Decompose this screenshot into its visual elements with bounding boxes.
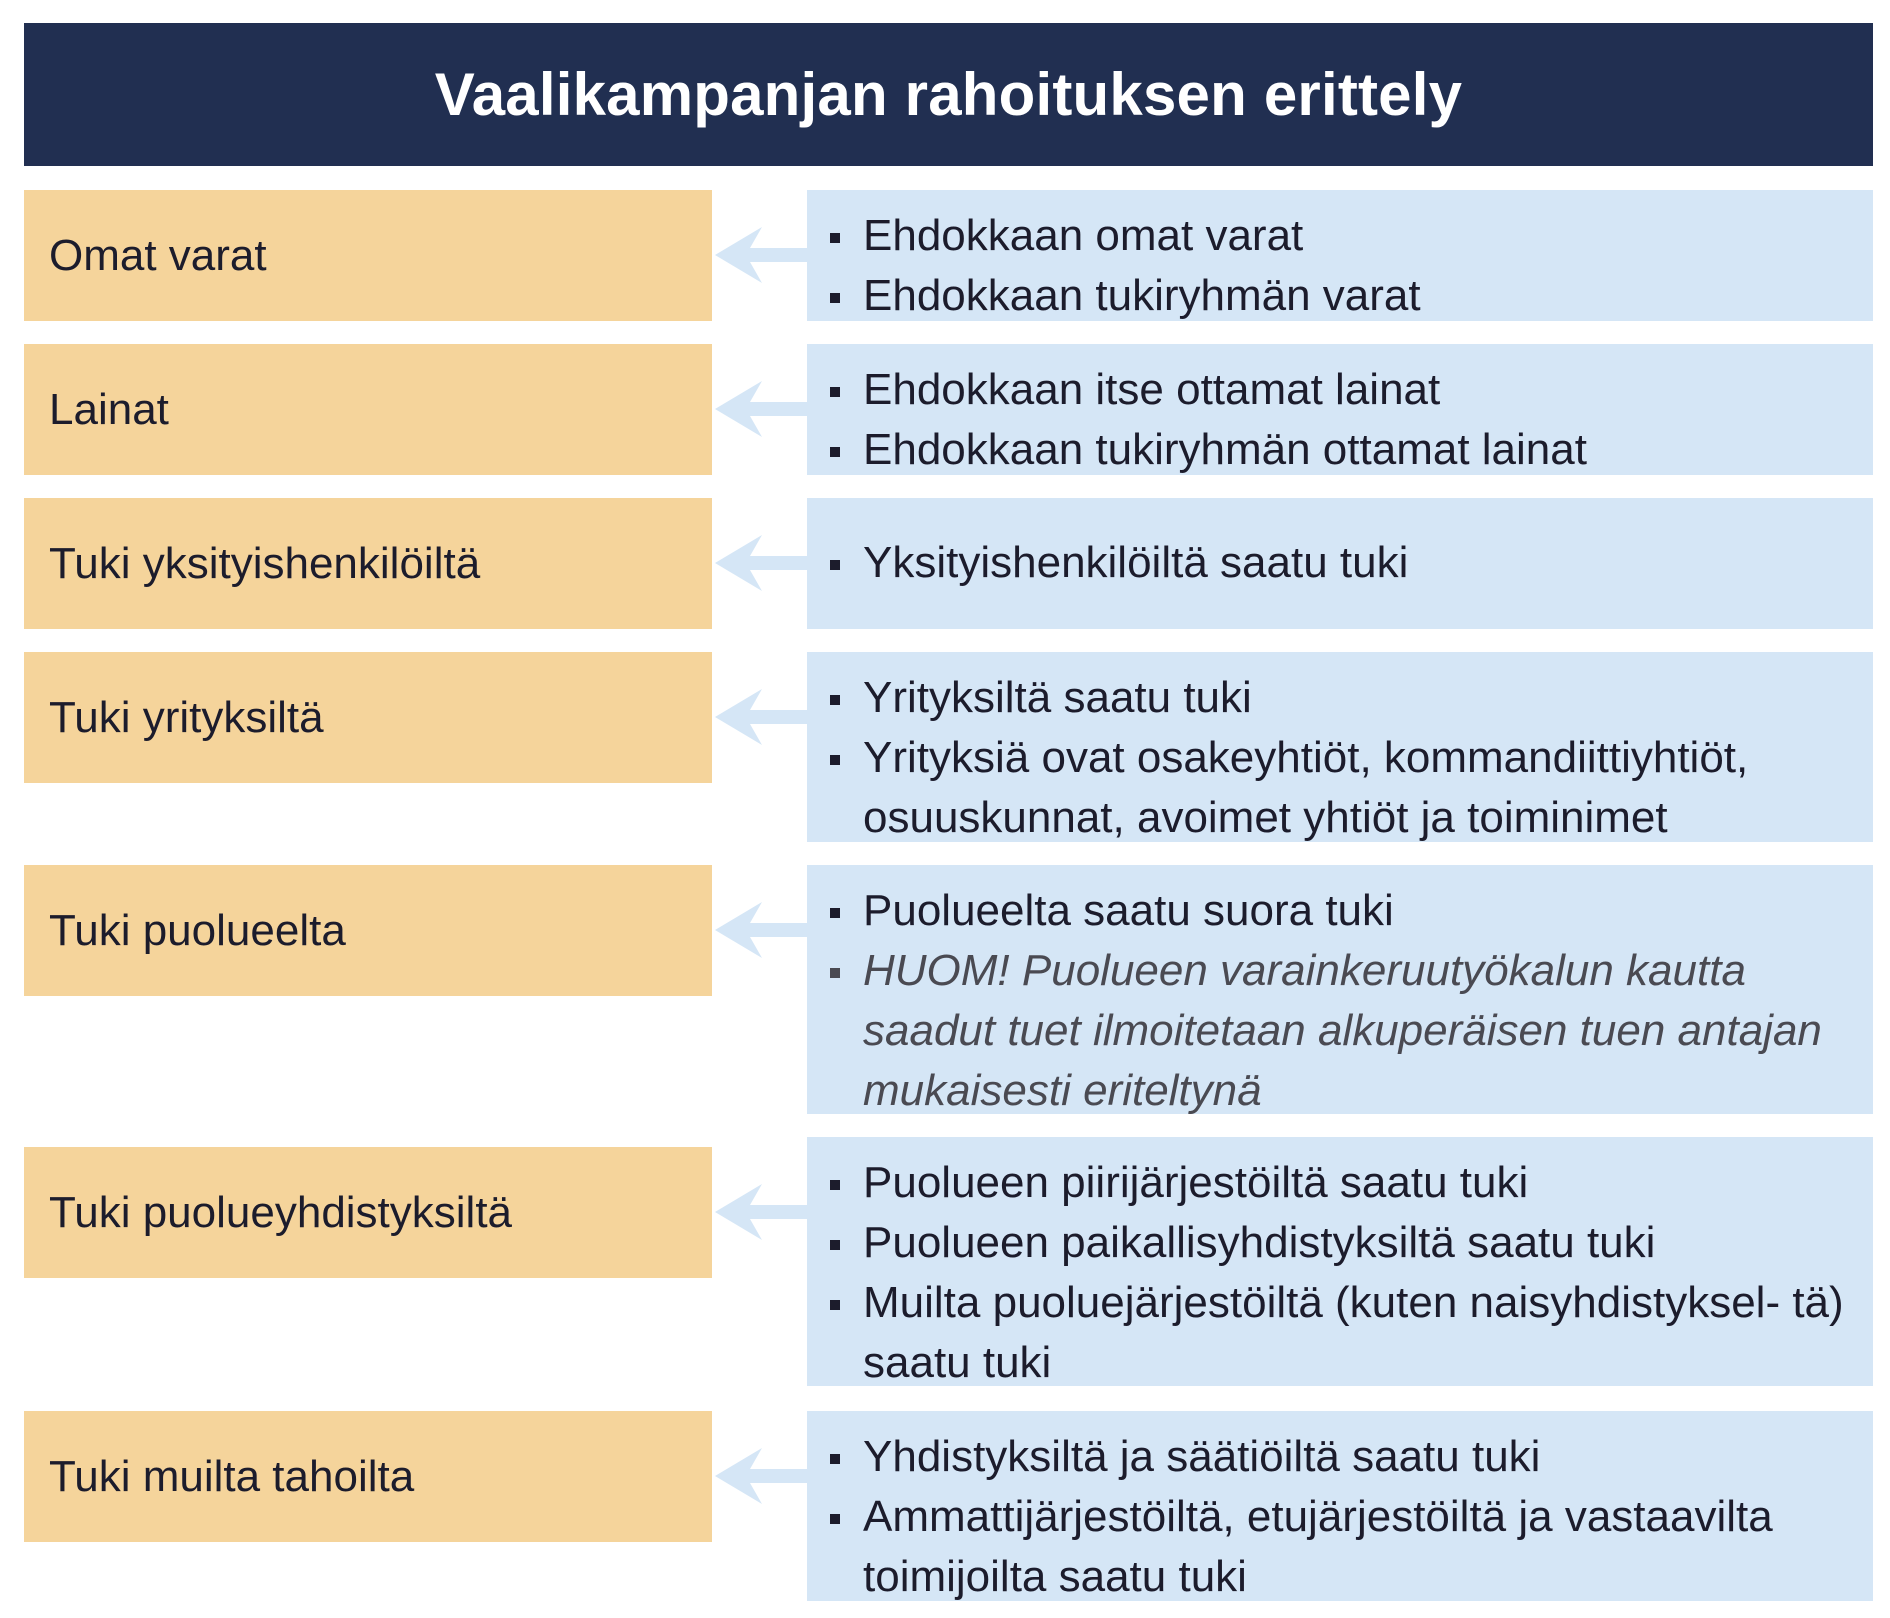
detail-box xyxy=(807,1137,1873,1386)
category-label: Lainat xyxy=(49,384,169,434)
left-arrow-icon xyxy=(712,1172,807,1252)
detail-item: Muilta puoluejärjestöiltä (kuten naisyhdistyksel- tä) saatu tuki xyxy=(823,1273,1853,1393)
detail-box xyxy=(807,344,1873,475)
detail-box xyxy=(807,498,1873,629)
category-box xyxy=(24,652,712,783)
left-arrow-icon xyxy=(712,677,807,757)
category-label: Tuki muilta tahoilta xyxy=(49,1451,415,1501)
category-box xyxy=(24,1147,712,1278)
detail-item: Yrityksiä ovat osakeyhtiöt, kommandiittiyhtiöt, osuuskunnat, avoimet yhtiöt ja toiminimet xyxy=(823,728,1853,848)
left-arrow-icon xyxy=(712,1436,807,1516)
detail-item: Yhdistyksiltä ja säätiöiltä saatu tuki xyxy=(823,1427,1853,1487)
category-box xyxy=(24,344,712,475)
detail-box xyxy=(807,1411,1873,1601)
left-arrow-icon xyxy=(712,523,807,603)
category-box xyxy=(24,190,712,321)
left-arrow-icon xyxy=(712,369,807,449)
category-label: Tuki puolueelta xyxy=(49,905,346,955)
detail-item: Ammattijärjestöiltä, etujärjestöiltä ja vastaavilta toimijoilta saatu tuki xyxy=(823,1487,1853,1607)
detail-item: Ehdokkaan itse ottamat lainat xyxy=(823,360,1853,420)
detail-item: Yksityishenkilöiltä saatu tuki xyxy=(823,533,1853,593)
left-arrow-icon xyxy=(712,215,807,295)
left-arrow-icon xyxy=(712,890,807,970)
detail-item: Ehdokkaan tukiryhmän ottamat lainat xyxy=(823,420,1853,480)
detail-note: HUOM! Puolueen varainkeruutyökalun kautta saadut tuet ilmoitetaan alkuperäisen tuen antajan mukaisesti eriteltynä xyxy=(823,941,1853,1121)
detail-item: Yrityksiltä saatu tuki xyxy=(823,668,1853,728)
page-title: Vaalikampanjan rahoituksen erittely xyxy=(24,23,1873,166)
detail-item: Puolueelta saatu suora tuki xyxy=(823,881,1853,941)
detail-box xyxy=(807,652,1873,842)
category-label: Tuki yrityksiltä xyxy=(49,692,324,742)
detail-item: Ehdokkaan omat varat xyxy=(823,206,1853,266)
category-label: Tuki puolueyhdistyksiltä xyxy=(49,1187,513,1237)
detail-box xyxy=(807,190,1873,321)
detail-item: Puolueen paikallisyhdistyksiltä saatu tuki xyxy=(823,1213,1853,1273)
category-box xyxy=(24,1411,712,1542)
category-box xyxy=(24,865,712,996)
category-label: Tuki yksityishenkilöiltä xyxy=(49,538,481,588)
category-box xyxy=(24,498,712,629)
detail-item: Ehdokkaan tukiryhmän varat xyxy=(823,266,1853,326)
detail-box xyxy=(807,865,1873,1114)
detail-item: Puolueen piirijärjestöiltä saatu tuki xyxy=(823,1153,1853,1213)
category-label: Omat varat xyxy=(49,230,267,280)
